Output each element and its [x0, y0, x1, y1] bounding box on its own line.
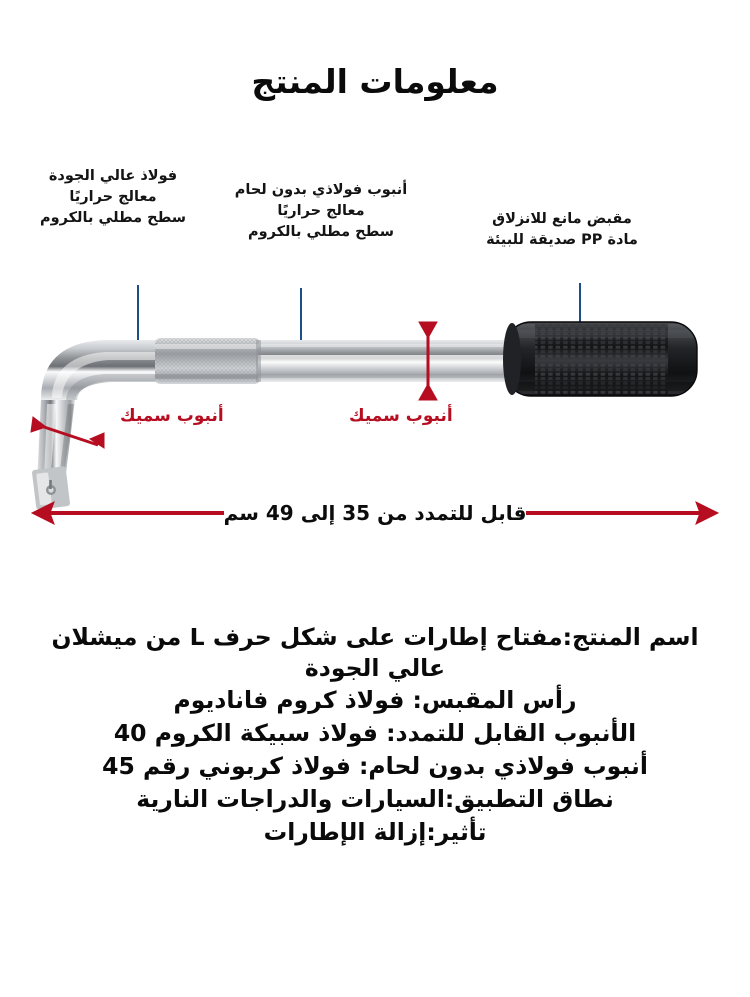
thickness-label-tube: أنبوب سميك [349, 406, 453, 426]
callout-line: أنبوب فولاذي بدون لحام [234, 182, 408, 198]
wrench-rubber-grip [503, 322, 698, 396]
measurement-label: قابل للتمدد من 35 إلى 49 سم [223, 501, 527, 525]
callout-line: سطح مطلي بالكروم [39, 210, 187, 227]
callout-line: فولاذ عالي الجودة [48, 168, 178, 184]
callout-seamless-steel-tube [214, 180, 428, 243]
specifications-block [30, 622, 720, 850]
spec-seamless-tube: أنبوب فولاذي بدون لحام: فولاذ كربوني رقم 45 [102, 752, 648, 781]
callout-high-quality-steel [24, 166, 202, 229]
extension-measurement [28, 496, 722, 530]
callout-line: معالج حراريًا [277, 203, 365, 220]
callout-line: مقبض مانع للانزلاق [492, 211, 632, 227]
spec-application-scope: نطاق التطبيق:السيارات والدراجات النارية [136, 785, 614, 814]
spec-product-name: اسم المنتج:مفتاح إطارات على شكل حرف L من ميشلان عالي الجودة [51, 623, 699, 682]
thickness-label-elbow: أنبوب سميك [120, 406, 224, 426]
callout-anti-slip-grip [458, 209, 666, 251]
callout-line: سطح مطلي بالكروم [247, 224, 395, 241]
page-title: معلومات المنتج [251, 62, 499, 101]
spec-socket-head: رأس المقبس: فولاذ كروم فاناديوم [173, 686, 577, 715]
wrench-textured-section [155, 338, 260, 384]
wrench-elbow [41, 340, 160, 400]
wrench-extendable-tube [256, 340, 520, 382]
spec-effect: تأثير:إزالة الإطارات [263, 818, 487, 847]
spec-extendable-tube: الأنبوب القابل للتمدد: فولاذ سبيكة الكروم 40 [113, 719, 637, 748]
callout-line: معالج حراريًا [69, 189, 157, 206]
callout-line: مادة PP صديقة للبيئة [486, 232, 638, 249]
